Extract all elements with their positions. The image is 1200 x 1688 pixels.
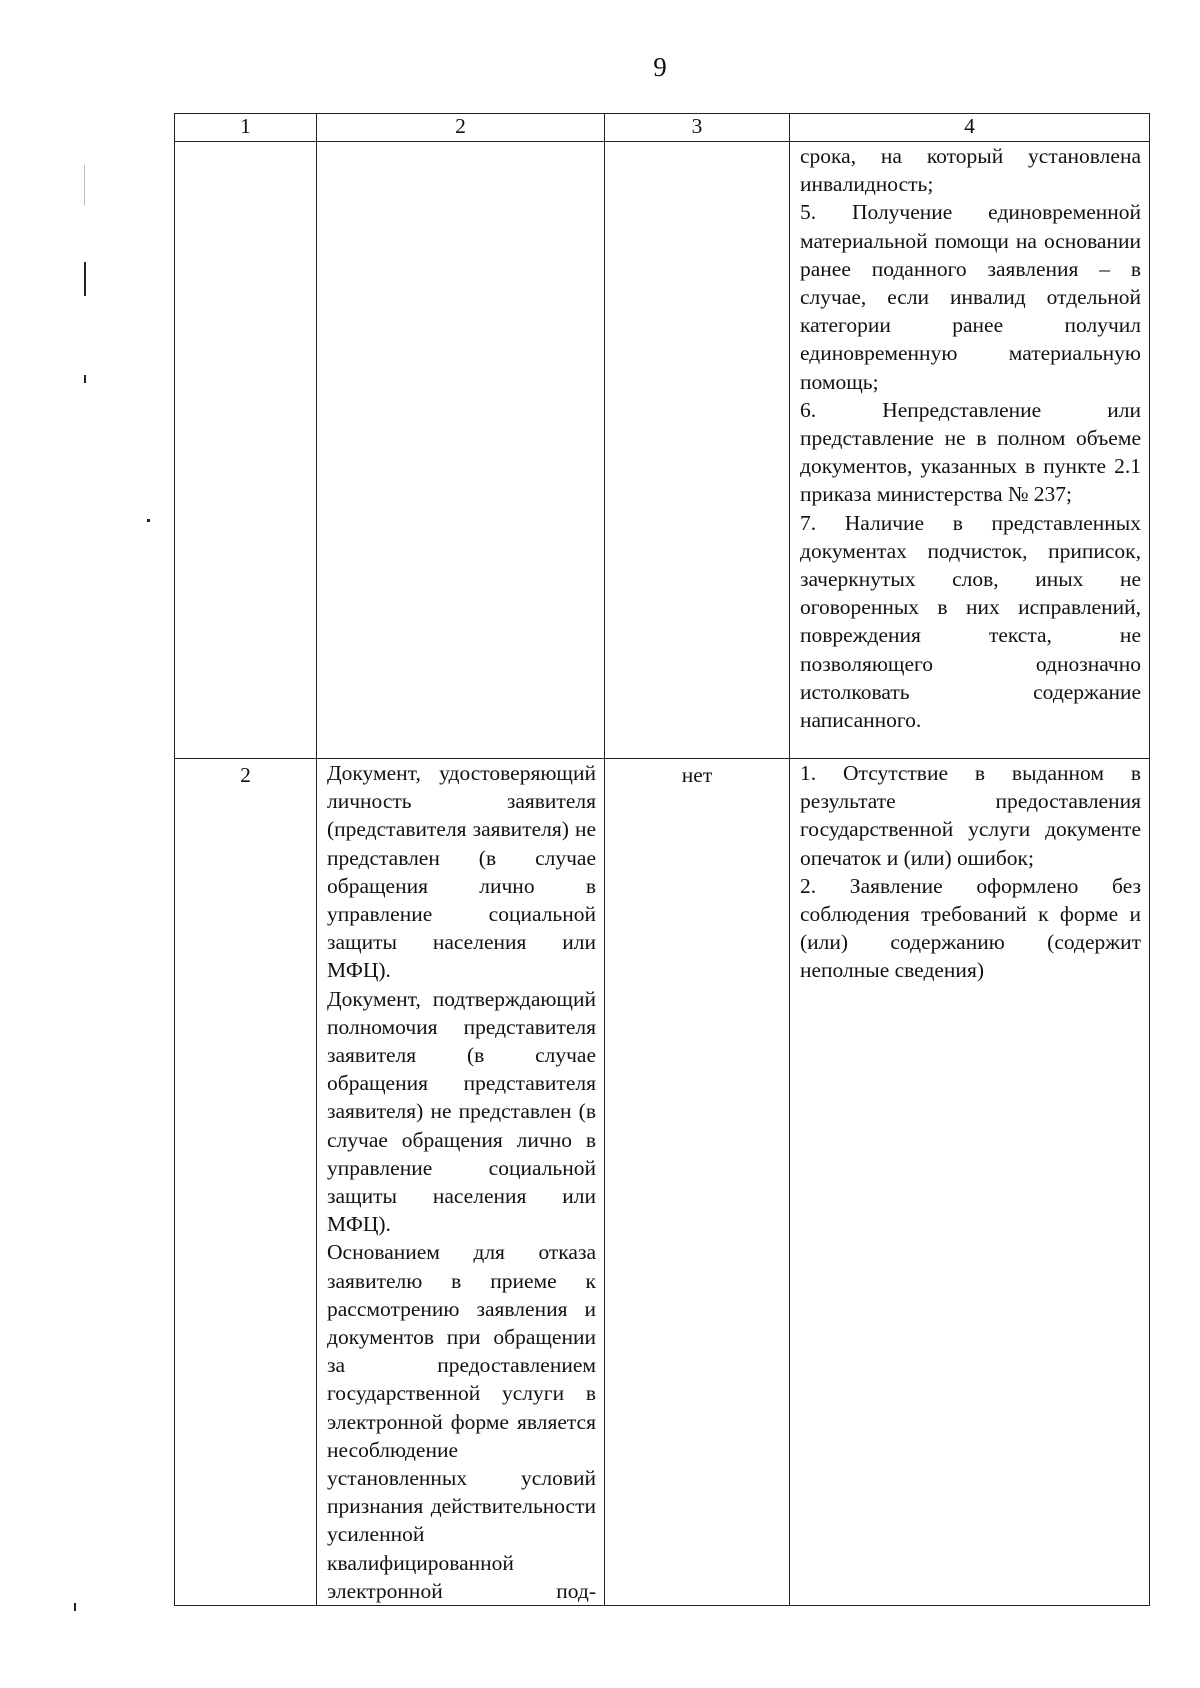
header-cell: 4 [790,114,1150,142]
table-cell-empty [175,142,317,759]
paragraph: 5. Получение единовременной материальной помощи на основании ранее поданного заявления – в случае, если инвалид отдельной категории ранее получил единовременную материальную помощь; [800,200,1141,394]
paragraph: 6. Непредставление или представление не в полном объеме документов, указанных в пункте 2.1 приказа министерства № 237; [800,397,1141,507]
table-row [175,142,1150,759]
margin-mark [84,165,85,205]
paragraph: 7. Наличие в представленных документах подчисток, приписок, зачеркнутых слов, иных не оговоренных в них исправлений, повреждения текста, не позволяющего однозначно истолковать содержание написанного. [800,510,1141,733]
answer-cell: нет [605,759,790,1606]
margin-mark [74,1603,76,1611]
table-header-row [175,114,1150,142]
paragraph: 1. Отсутствие в выданном в результате предоставления государственной услуги документе опечаток и (или) ошибок; [800,761,1141,870]
paragraph: Документ, удостоверяющий личность заявителя (представителя заявителя) не представлен (в случае обращения лично в управление социальной защиты населения или МФЦ). [327,761,596,983]
refusal-grounds-cell [790,142,1150,759]
refusal-grounds-cell [790,759,1150,1606]
margin-mark [84,262,86,296]
row-number: 2 [175,759,317,1606]
header-cell: 3 [605,114,790,142]
document-table [174,113,1150,1606]
header-cell: 2 [317,114,605,142]
paragraph: 2. Заявление оформлено без соблюдения требований к форме и (или) содержанию (содержит неполные сведения) [800,873,1141,983]
header-cell: 1 [175,114,317,142]
table-row [175,759,1150,1606]
table-cell-empty [317,142,605,759]
paragraph: срока, на который установлена инвалидность; [800,144,1141,197]
margin-mark [147,519,150,522]
document-requirements-cell [317,759,605,1606]
paragraph: Документ, подтверждающий полномочия представителя заявителя (в случае обращения представителя заявителя) не представлен (в случае обращения лично в управление социальной защиты населения или МФЦ). [327,986,596,1237]
margin-mark [84,375,86,383]
page-number: 9 [653,52,667,82]
paragraph: Основанием для отказа заявителю в приеме к рассмотрению заявления и документов при обращении за предоставлением государственной услуги в электронной форме является несоблюдение установленных условий признания действительности усиленной квалифицированной электронной под- [327,1240,596,1603]
table-cell-empty [605,142,790,759]
